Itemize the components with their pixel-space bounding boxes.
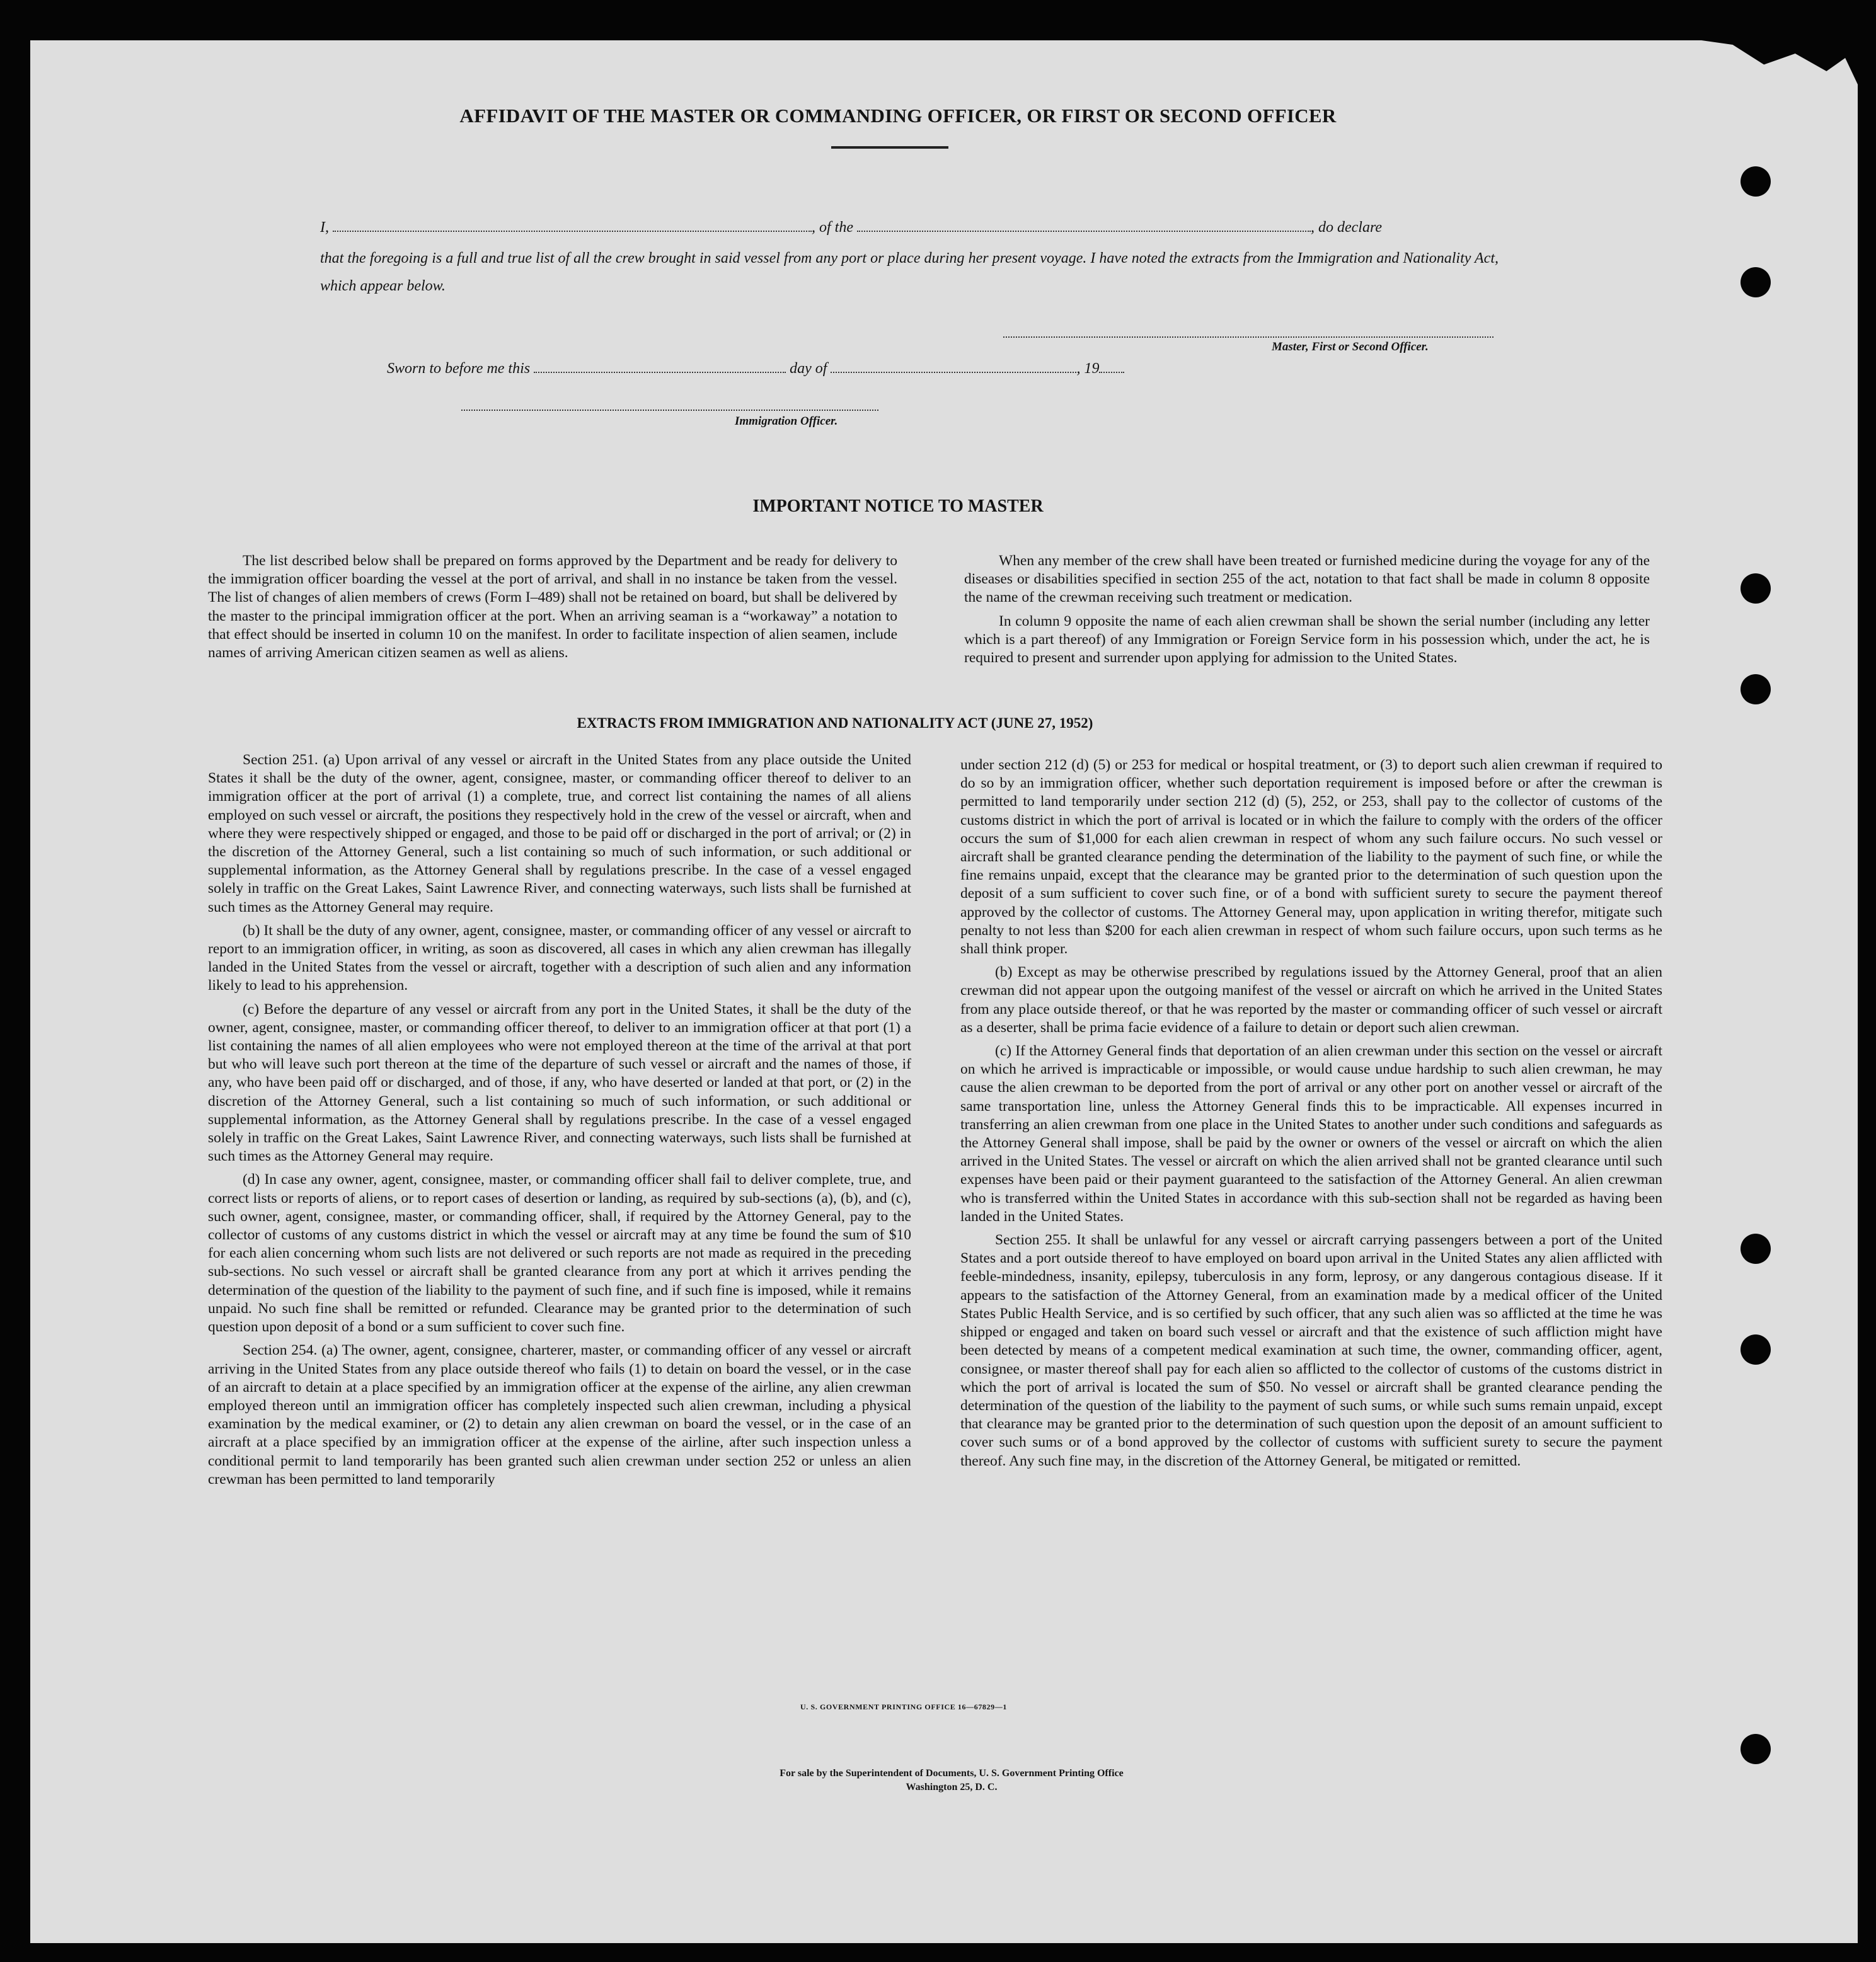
declarant-line <box>320 219 1499 236</box>
act-paragraph: Section 251. (a) Upon arrival of any vessel or aircraft in the United States from any place outside the United States it shall be the duty of the owner, agent, consignee, master, or commanding officer thereof to deliver to an immigration officer at the port of arrival (1) a complete, true, and correct list containing the names of all aliens employed on such vessel or aircraft, the positions they respectively hold in the crew of the vessel or aircraft, when and where they were respectively shipped or engaged, and those to be paid off or discharged in the port of arrival; or (2) in the discretion of the Attorney General, such a list containing so much of such information, or such additional or supplemental information, as the Attorney General shall by regulations prescribe. In the case of a vessel engaged solely in traffic on the Great Lakes, Saint Lawrence River, and connecting waterways, such lists shall be furnished at such times as the Attorney General may require. <box>208 752 911 915</box>
master-caption: Master, First or Second Officer. <box>1272 340 1429 353</box>
immigration-caption: Immigration Officer. <box>735 415 838 428</box>
act-paragraph: (c) Before the departure of any vessel or aircraft from any port in the United States, it shall be the duty of the owner, agent, consignee, master, or commanding officer thereof, to deliver to an immigration officer at that port (1) a list containing the names of all alien employees who were not employed thereon at the time of the arrival at that port but who will leave such port thereon at the time of the departure of such vessel or aircraft and the names of those, if any, who have been paid off or discharged, and of those, if any, who have deserted or landed at that port, or (2) in the discretion of the Attorney General, such a list containing so much of such information, or such additional or supplemental information, as the Attorney General shall by regulations prescribe. In the case of a vessel engaged solely in traffic on the Great Lakes, Saint Lawrence River, and connecting waterways, such lists shall be furnished at such times as the Attorney General may require. <box>208 1001 911 1165</box>
sworn-line <box>387 360 1269 377</box>
immigration-officer-signature-field[interactable] <box>461 408 878 411</box>
punch-hole <box>1741 1234 1771 1264</box>
extracts-left-column <box>208 751 911 1494</box>
notice-paragraph: In column 9 opposite the name of each alien crewman shall be shown the serial number (including any letter which is a part thereof) of any Immigration or Foreign Service form in his possession which, under the act, he is required to present and surrender upon applying for admission to the United States. <box>964 612 1650 667</box>
do-declare-label: , do declare <box>1311 219 1383 236</box>
footer-line-1: For sale by the Superintendent of Documents, U. S. Government Printing Office <box>780 1768 1124 1779</box>
act-paragraph: (c) If the Attorney General finds that deportation of an alien crewman under this section on the vessel or aircraft on which he arrived is impracticable or impossible, or would cause undue hardship to such alien crewman, he may cause the alien crewman to be deported from the port of arrival or any other port on another vessel or aircraft of the same transportation line, unless the Attorney General finds this to be impracticable. All expenses incurred in transferring an alien crewman from one place in the United States to another under such conditions and safeguards as the Attorney General shall impose, shall be paid by the owner or owners of the vessel or aircraft on which the alien arrived in the United States. The vessel or aircraft on which the alien arrived shall not be granted clearance until such expenses have been paid or their payment guaranteed to the satisfaction of the Attorney General. An alien crewman who is transferred within the United States in accordance with this sub-section shall not be regarded as having been landed in the United States. <box>960 1043 1662 1225</box>
sale-footer <box>630 1767 1273 1794</box>
act-paragraph: Section 254. (a) The owner, agent, consignee, charterer, master, or commanding officer of any vessel or aircraft arriving in the United States from any place outside thereof who fails (1) to detain on board the vessel, or in the case of an aircraft to detain at a place specified by an immigration officer at the expense of the airline, any alien crewman employed thereon until an immigration officer has completely inspected such alien crewman, including a physical examination by the medical examiner, or (2) to detain any alien crewman on board the vessel, or in the case of an aircraft at a place specified by an immigration officer at the expense of the airline, after such inspection unless a conditional permit to land temporarily has been granted such alien crewman under section 252 or unless an alien crewman has been permitted to land temporarily <box>208 1342 911 1488</box>
punch-hole <box>1741 573 1771 604</box>
title-rule <box>831 146 948 149</box>
punch-hole <box>1741 1734 1771 1764</box>
punch-hole <box>1741 166 1771 197</box>
name-field[interactable] <box>333 222 812 232</box>
printer-mark: U. S. GOVERNMENT PRINTING OFFICE 16—67829—1 <box>800 1702 1007 1711</box>
sworn-label: Sworn to before me this <box>387 360 531 377</box>
day-of-label: day of <box>790 360 827 377</box>
extracts-right-column <box>960 756 1662 1476</box>
act-paragraph: under section 212 (d) (5) or 253 for medical or hospital treatment, or (3) to deport such alien crewman if required to do so by an immigration officer, whether such deportation requirement is imposed before or after the crewman is permitted to land temporarily under section 212 (d) (5), 252, or 253, shall pay to the collector of customs of the customs district in which the port of arrival is located or in which the failure to comply with the orders of the officer occurs the sum of $1,000 for each alien crewman in respect of whom any such failure occurs. No such vessel or aircraft shall be granted clearance pending the determination of the liability to the payment of such fine, or while the fine remains unpaid, except that the clearance may be granted prior to the determination of such question upon the deposit of a sum sufficient to cover such fine, or of a bond with sufficient surety to secure the payment thereof approved by the collector of customs. The Attorney General may, upon application in writing therefor, mitigate such penalty to not less than $200 for each alien crewman in respect of whom such failure occurs, upon such terms as he shall think proper. <box>960 757 1662 958</box>
notice-left-column <box>208 552 897 667</box>
extracts-heading: EXTRACTS FROM IMMIGRATION AND NATIONALITY ACT (JUNE 27, 1952) <box>577 715 1093 731</box>
punch-hole <box>1741 674 1771 704</box>
of-the-label: , of the <box>812 219 853 236</box>
act-paragraph: (b) Except as may be otherwise prescribed by regulations issued by the Attorney General, proof that an alien crewman did not appear upon the outgoing manifest of the vessel or aircraft on which he arrived in the United States from any place outside thereof, or that he was reported by the master or commanding officer of such vessel or aircraft as a deserter, shall be prima facie evidence of a failure to detain or deport such alien crewman. <box>960 964 1662 1036</box>
year-label: , 19 <box>1076 360 1100 377</box>
vessel-field[interactable] <box>857 222 1311 232</box>
act-paragraph: (b) It shall be the duty of any owner, agent, consignee, master, or commanding officer of any vessel or aircraft to report to an immigration officer, in writing, as soon as discovered, all cases in which any alien crewman has illegally landed in the United States from the vessel or aircraft, together with a description of such alien and any information likely to lead to his apprehension. <box>208 922 911 994</box>
punch-hole <box>1741 1334 1771 1365</box>
notice-paragraph: The list described below shall be prepared on forms approved by the Department and be ready for delivery to the immigration officer boarding the vessel at the port of arrival, and shall in no instance be taken from the vessel. The list of changes of alien members of crews (Form I–489) shall not be retained on board, but shall be delivered by the master to the principal immigration officer at the port. When an arriving seaman is a “workaway” a notation to that effect should be inserted in column 10 on the manifest. In order to facilitate inspection of alien seamen, include names of arriving American citizen seamen as well as aliens. <box>208 553 897 662</box>
footer-line-2: Washington 25, D. C. <box>906 1782 998 1793</box>
affidavit-title: AFFIDAVIT OF THE MASTER OR COMMANDING OFFICER, OR FIRST OR SECOND OFFICER <box>459 105 1337 127</box>
sworn-year-field[interactable] <box>1099 363 1124 373</box>
punch-hole <box>1741 267 1771 297</box>
sworn-day-field[interactable] <box>534 363 786 373</box>
notice-paragraph: When any member of the crew shall have been treated or furnished medicine during the voyage for any of the diseases or disabilities specified in section 255 of the act, notation to that fact shall be made in column 8 opposite the name of the crewman receiving such treatment or medication. <box>964 553 1650 606</box>
declaration-text: that the foregoing is a full and true list of all the crew brought in said vessel from any port or place during her present voyage. I have noted the extracts from the Immigration and Nationality Act, which appear below. <box>320 250 1499 294</box>
act-paragraph: (d) In case any owner, agent, consignee, master, or commanding officer shall fail to deliver complete, true, and correct lists or reports of aliens, or to report cases of desertion or landing, as required by sub-sections (a), (b), and (c), such owner, agent, consignee, master, or commanding officer, shall, if required by the Attorney General, pay to the collector of customs of any customs district in which the vessel or aircraft may at any time be found the sum of $10 for each alien concerning whom such lists are not delivered or such reports are not made as required in the preceding sub-sections. No such vessel or aircraft shall be granted clearance from any port at which it arrives pending the determination of the question of the liability to the payment of such fine, and if such fine is imposed, while it remains unpaid. No such fine shall be remitted or refunded. Clearance may be granted prior to the determination of such question upon deposit of a bond or a sum sufficient to cover such fine. <box>208 1171 911 1336</box>
act-paragraph: Section 255. It shall be unlawful for any vessel or aircraft carrying passengers between a port of the United States and a port outside thereof to have employed on board upon arrival in the United States any alien afflicted with feeble-mindedness, insanity, epilepsy, tuberculosis in any form, leprosy, or any dangerous contagious disease. If it appears to the satisfaction of the Attorney General, from an examination made by a medical officer of the United States Public Health Service, and is so certified by such officer, that any such alien was so afflicted at the time he was shipped or engaged and taken on board such vessel or aircraft and that the existence of such affliction might have been detected by means of a competent medical examination at such time, the owner, commanding officer, agent, consignee, or master thereof shall pay for each alien so afflicted to the collector of customs of the customs district in which the port of arrival is located the sum of $50. No vessel or aircraft shall be granted clearance pending the determination of the question of the liability to the payment of such sums, or while such sums remain unpaid, except that clearance may be granted prior to the determination of such question upon the deposit of an amount sufficient to cover such sums or of a bond approved by the collector of customs with sufficient surety to secure the payment thereof. Any such fine may, in the discretion of the Attorney General, be mitigated or remitted. <box>960 1232 1662 1469</box>
notice-right-column <box>964 552 1650 672</box>
i-label: I, <box>320 219 329 236</box>
notice-heading: IMPORTANT NOTICE TO MASTER <box>752 496 1044 516</box>
sworn-month-field[interactable] <box>831 363 1076 373</box>
master-signature-field[interactable] <box>1003 335 1493 338</box>
